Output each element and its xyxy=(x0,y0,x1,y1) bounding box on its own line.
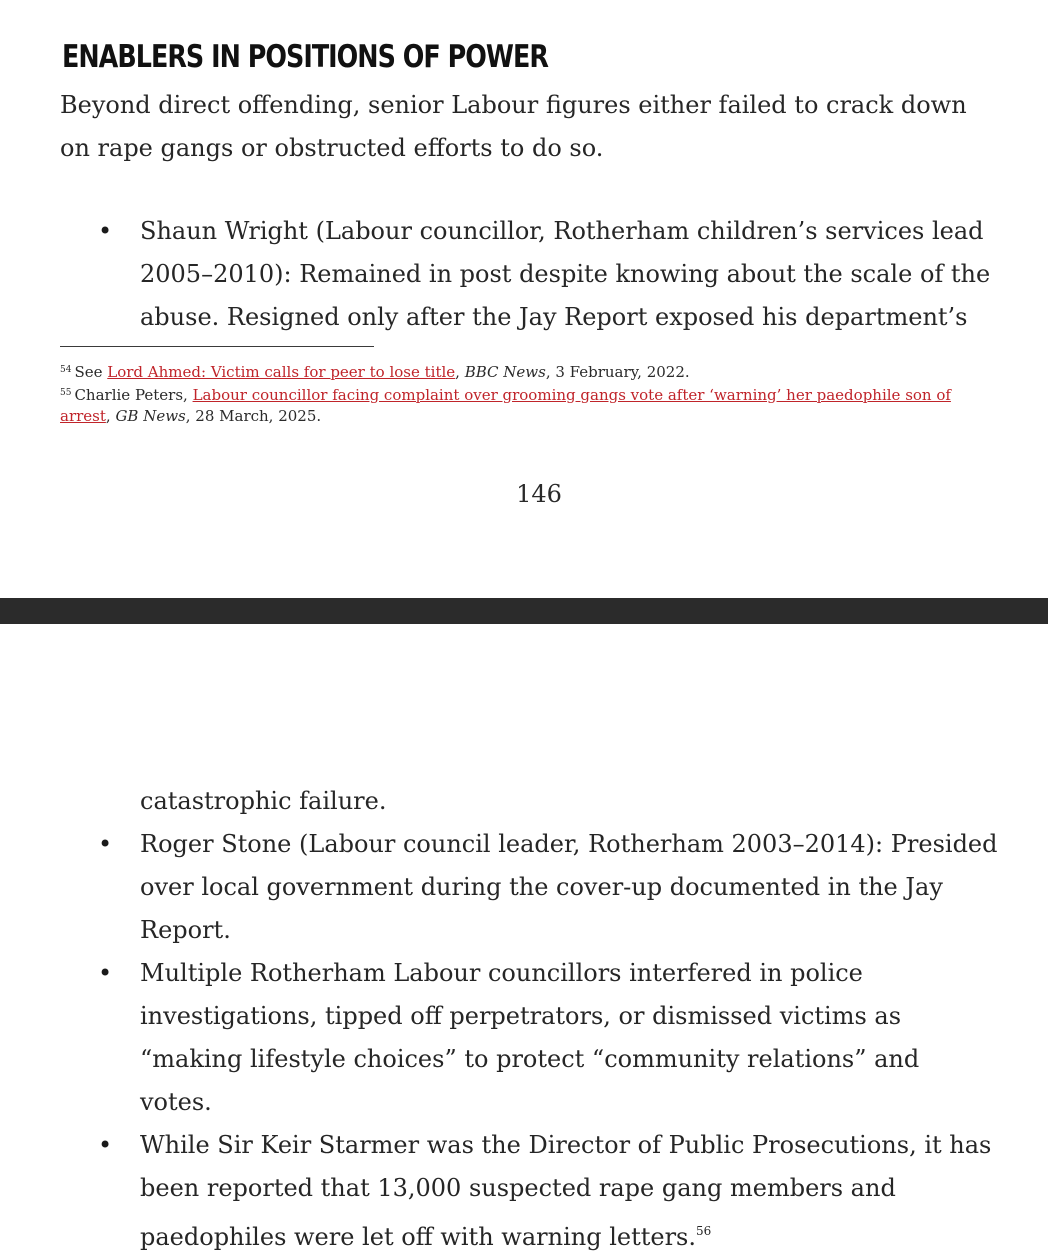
footnote-date: , 3 February, 2022. xyxy=(545,363,690,381)
list-item-text: Roger Stone (Labour council leader, Rotherham 2003–2014): Presided over local government during the cover-up documented in the Jay Report. xyxy=(140,830,998,944)
footnote-source: GB News xyxy=(115,407,186,425)
footnote-number: 54 xyxy=(60,365,72,375)
bullet-list-top xyxy=(98,210,998,339)
continuation-text: catastrophic failure. xyxy=(140,787,387,815)
bullet-dot-icon: • xyxy=(98,830,113,858)
list-item xyxy=(98,210,998,339)
page-number: 146 xyxy=(516,480,562,508)
footnote-number: 55 xyxy=(60,388,72,398)
footnote-link[interactable]: Labour councillor facing complaint over grooming gangs vote after ‘warning’ her paedophile son of arrest xyxy=(60,386,951,425)
list-item xyxy=(98,823,998,952)
footnote-55 xyxy=(60,383,1000,427)
footnote-prefix: See xyxy=(74,363,108,381)
bullet-dot-icon: • xyxy=(98,217,113,245)
section-heading: ENABLERS IN POSITIONS OF POWER xyxy=(62,39,548,75)
footnote-separator: , xyxy=(105,407,116,425)
list-item-text: Shaun Wright (Labour councillor, Rotherham children’s services lead 2005–2010): Remained in post despite knowing about the scale of the abuse. Resigned only after the Jay Report exposed his department’s xyxy=(140,217,991,331)
footnote-link[interactable]: Lord Ahmed: Victim calls for peer to lose title xyxy=(107,363,456,381)
bullet-dot-icon: • xyxy=(98,959,113,987)
bullet-dot-icon: • xyxy=(98,1131,113,1159)
footnote-divider xyxy=(60,346,374,347)
footnote-source: BBC News xyxy=(464,363,546,381)
footnote-separator: , xyxy=(455,363,465,381)
list-item xyxy=(98,952,998,1124)
bullet-list-bottom xyxy=(98,823,998,1259)
list-item-text: Multiple Rotherham Labour councillors interfered in police investigations, tipped off perpetrators, or dismissed victims as “making lifestyle choices” to protect “community relations” and votes. xyxy=(140,959,920,1116)
page-separator-band xyxy=(0,598,1048,624)
footnote-prefix: Charlie Peters, xyxy=(74,386,193,404)
footnote-54 xyxy=(60,360,1000,383)
intro-paragraph: Beyond direct offending, senior Labour figures either failed to crack down on rape gangs or obstructed efforts to do so. xyxy=(60,91,967,162)
footnotes xyxy=(60,360,1000,427)
list-item xyxy=(98,1124,998,1259)
list-item-text: While Sir Keir Starmer was the Director of Public Prosecutions, it has been reported that 13,000 suspected rape gang members and paedophiles were let off with warning letters. xyxy=(140,1131,992,1251)
footnote-ref-56[interactable]: 56 xyxy=(695,1224,712,1238)
footnote-date: , 28 March, 2025. xyxy=(185,407,322,425)
page-146 xyxy=(0,0,1048,598)
